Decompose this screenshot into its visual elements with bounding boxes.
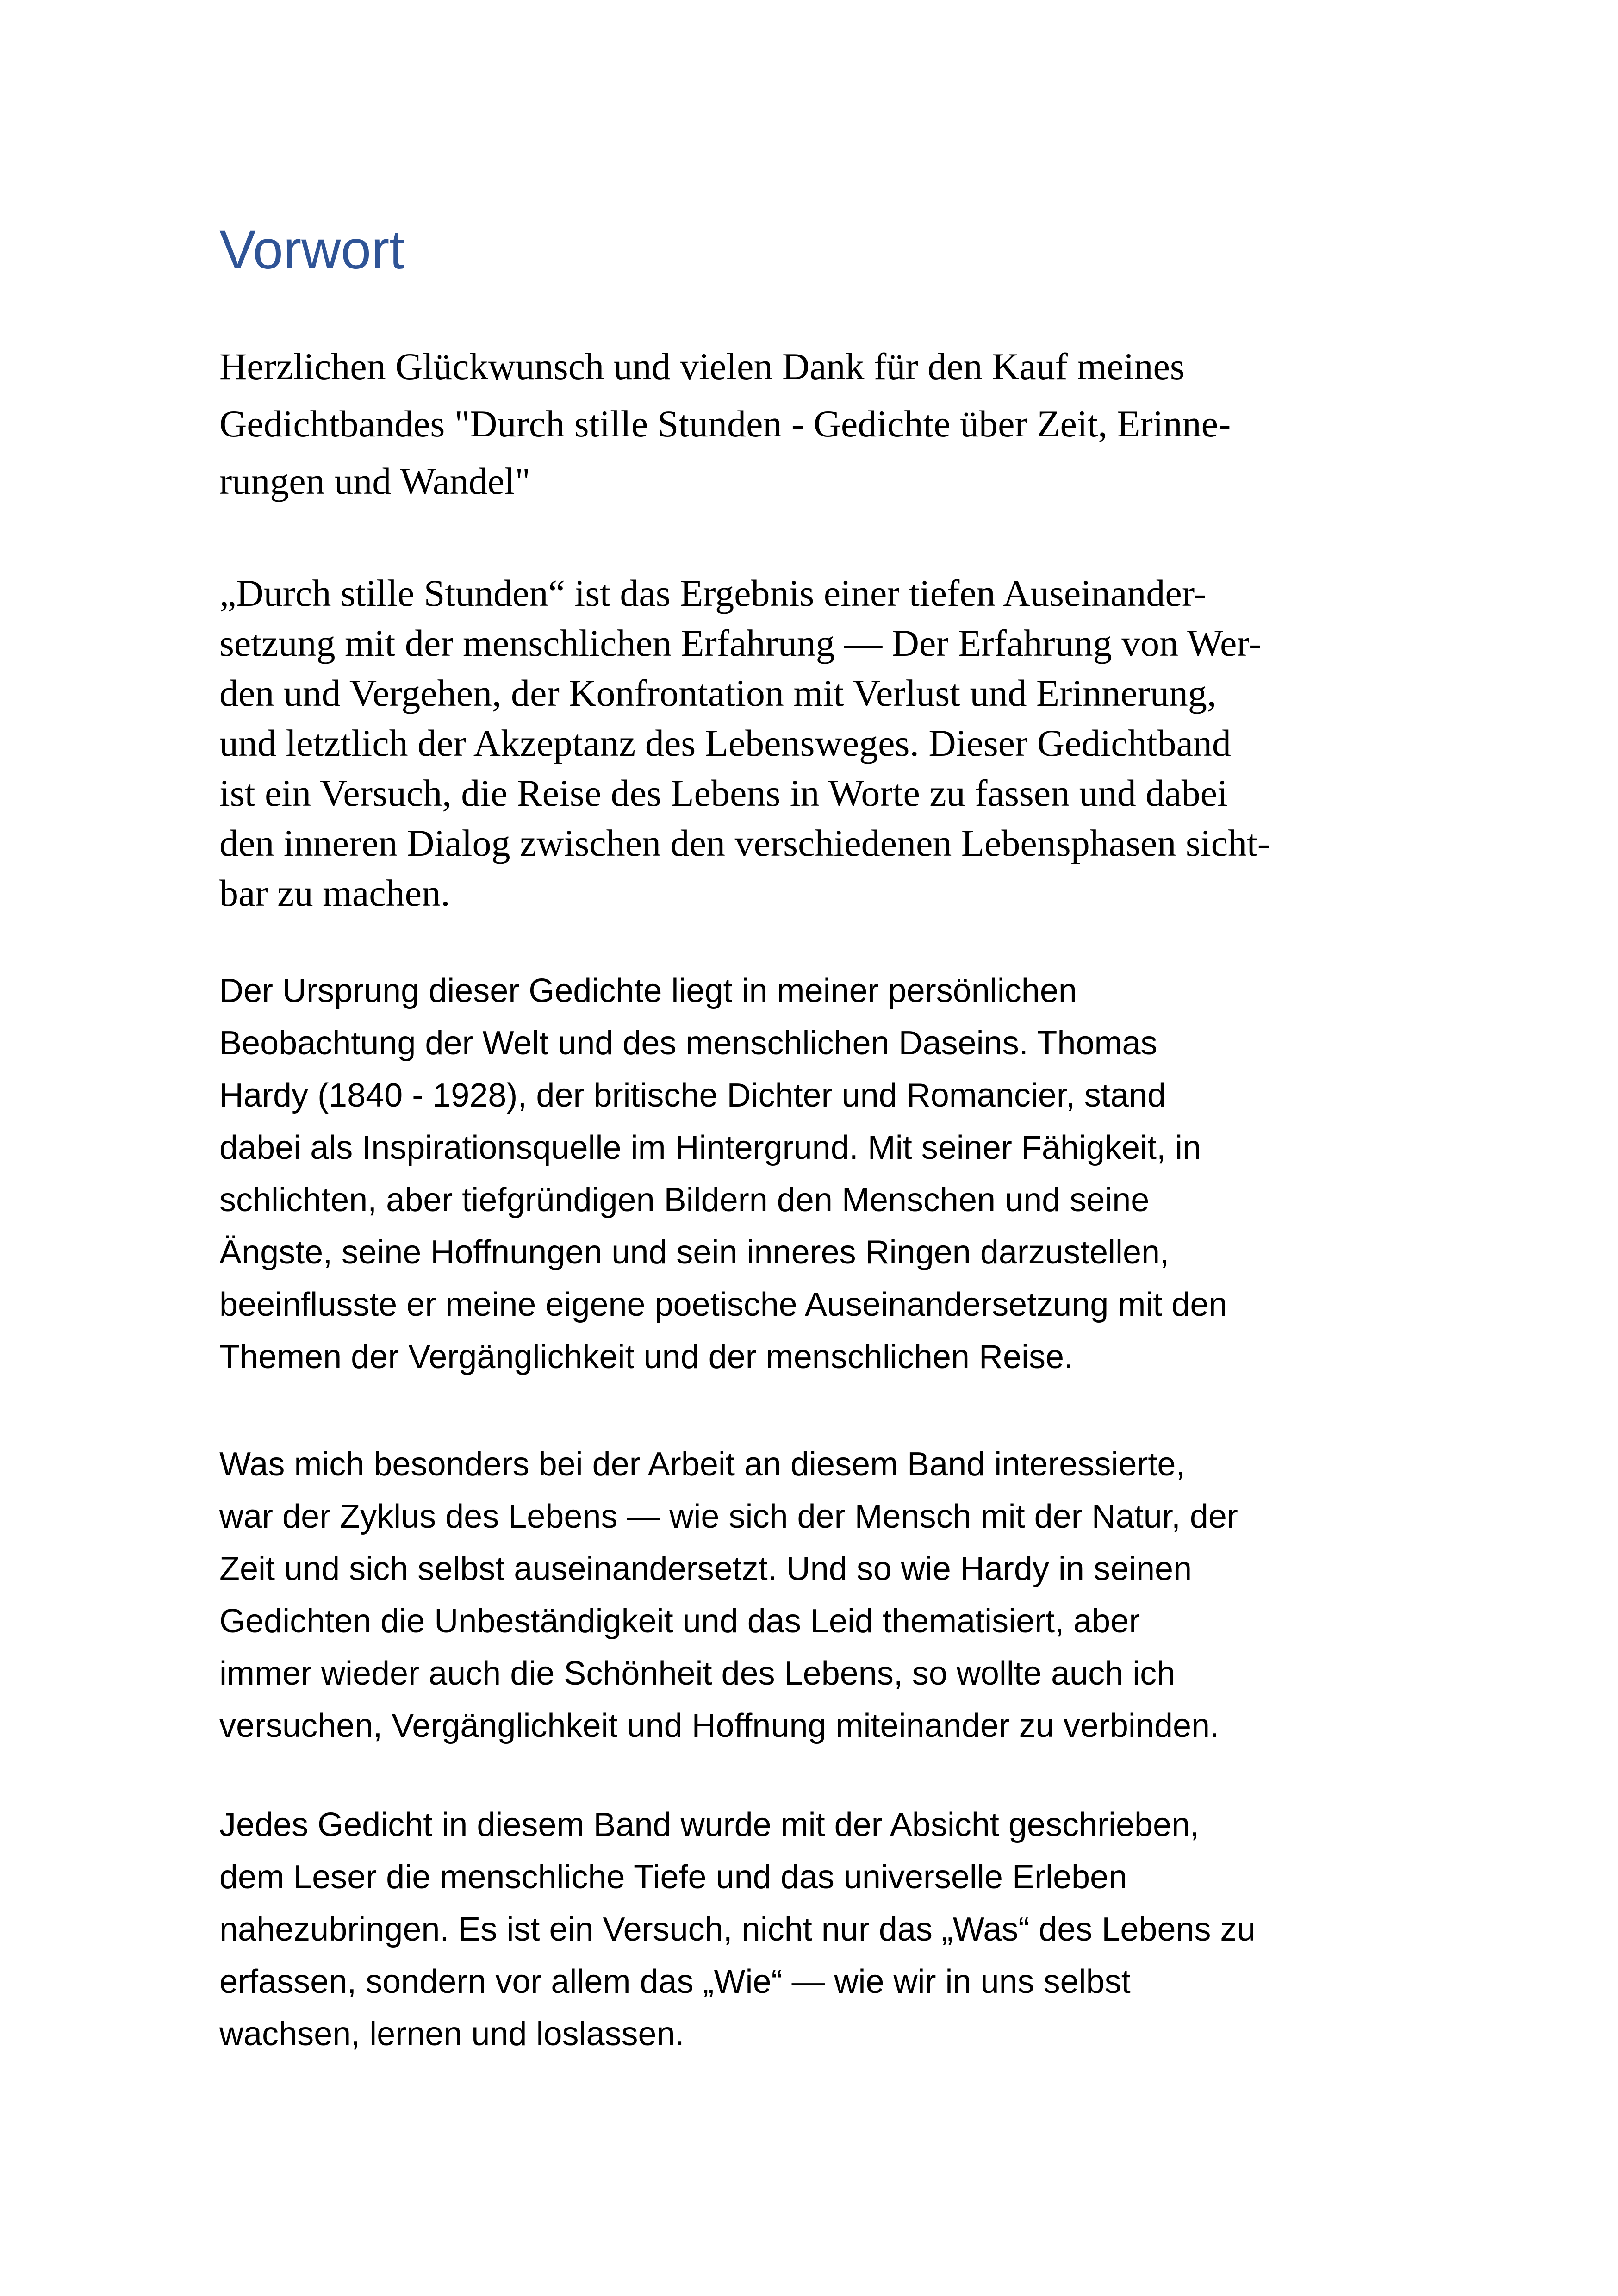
text-line: erfassen, sondern vor allem das „Wie“ — wie wir in uns selbst xyxy=(219,1963,1131,2000)
paragraph-intro xyxy=(219,338,1413,510)
text-line: immer wieder auch die Schönheit des Lebens, so wollte auch ich xyxy=(219,1655,1176,1692)
text-line: Beobachtung der Welt und des menschlichen Daseins. Thomas xyxy=(219,1025,1157,1062)
text-line: Der Ursprung dieser Gedichte liegt in meiner persönlichen xyxy=(219,972,1077,1009)
text-line: ist ein Versuch, die Reise des Lebens in Worte zu fassen und dabei xyxy=(219,772,1228,814)
text-line: nahezubringen. Es ist ein Versuch, nicht nur das „Was“ des Lebens zu xyxy=(219,1911,1256,1948)
text-line: war der Zyklus des Lebens — wie sich der Mensch mit der Natur, der xyxy=(219,1498,1238,1535)
text-line: den und Vergehen, der Konfrontation mit Verlust und Erinnerung, xyxy=(219,672,1217,714)
paragraph-cycle xyxy=(219,1438,1413,1752)
paragraph-intent xyxy=(219,1799,1413,2060)
text-line: bar zu machen. xyxy=(219,872,450,914)
text-line: setzung mit der menschlichen Erfahrung — Der Erfahrung von Wer- xyxy=(219,622,1262,664)
text-line: versuchen, Vergänglichkeit und Hoffnung miteinander zu verbinden. xyxy=(219,1707,1220,1744)
text-line: beeinflusste er meine eigene poetische Auseinandersetzung mit den xyxy=(219,1286,1227,1323)
text-line: Gedichten die Unbeständigkeit und das Leid thematisiert, aber xyxy=(219,1603,1140,1640)
paragraph-origin xyxy=(219,965,1413,1383)
text-line: Hardy (1840 - 1928), der britische Dichter und Romancier, stand xyxy=(219,1077,1166,1114)
text-line: „Durch stille Stunden“ ist das Ergebnis einer tiefen Auseinander- xyxy=(219,572,1207,614)
text-line: schlichten, aber tiefgründigen Bildern den Menschen und seine xyxy=(219,1182,1150,1219)
text-line: Themen der Vergänglichkeit und der menschlichen Reise. xyxy=(219,1338,1074,1375)
text-line: und letztlich der Akzeptanz des Lebensweges. Dieser Gedichtband xyxy=(219,722,1231,764)
paragraph-summary xyxy=(219,568,1413,918)
text-line: Jedes Gedicht in diesem Band wurde mit der Absicht geschrieben, xyxy=(219,1806,1200,1843)
text-line: den inneren Dialog zwischen den verschiedenen Lebensphasen sicht- xyxy=(219,822,1270,864)
page-title: Vorwort xyxy=(219,219,405,280)
text-line: Gedichtbandes "Durch stille Stunden - Gedichte über Zeit, Erinne- xyxy=(219,403,1231,445)
text-line: dem Leser die menschliche Tiefe und das universelle Erleben xyxy=(219,1859,1127,1896)
text-line: wachsen, lernen und loslassen. xyxy=(219,2016,685,2053)
text-line: Was mich besonders bei der Arbeit an diesem Band interessierte, xyxy=(219,1446,1185,1483)
text-line: Herzlichen Glückwunsch und vielen Dank für den Kauf meines xyxy=(219,345,1185,387)
text-line: Ängste, seine Hoffnungen und sein inneres Ringen darzustellen, xyxy=(219,1234,1170,1271)
text-line: rungen und Wandel" xyxy=(219,460,531,502)
text-line: Zeit und sich selbst auseinandersetzt. Und so wie Hardy in seinen xyxy=(219,1550,1192,1587)
text-line: dabei als Inspirationsquelle im Hintergrund. Mit seiner Fähigkeit, in xyxy=(219,1129,1201,1166)
